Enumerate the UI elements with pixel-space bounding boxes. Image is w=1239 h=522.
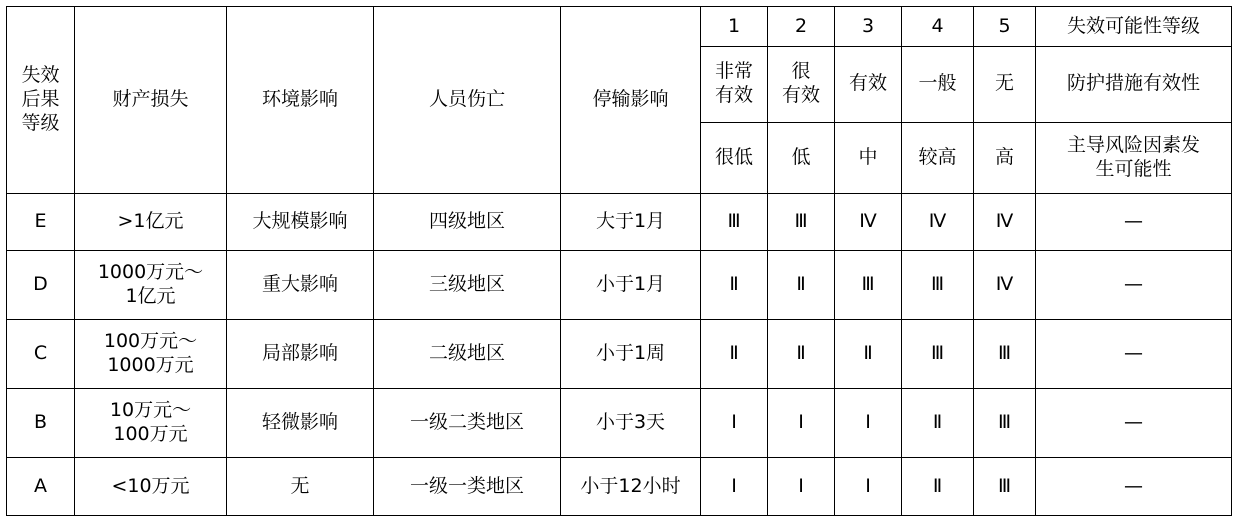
header-probability-1: 很低	[701, 122, 768, 193]
header-number-1: 1	[701, 7, 768, 47]
row-grade: B	[7, 389, 75, 458]
row-property-loss: 100万元～ 1000万元	[75, 320, 227, 389]
header-effectiveness-3: 有效	[835, 47, 902, 123]
row-casualty: 四级地区	[374, 193, 561, 251]
row-level-1: Ⅱ	[701, 320, 768, 389]
row-stop-transport: 小于1月	[561, 251, 701, 320]
row-casualty: 三级地区	[374, 251, 561, 320]
row-stop-transport: 大于1月	[561, 193, 701, 251]
row-grade: A	[7, 458, 75, 516]
row-stop-transport: 小于3天	[561, 389, 701, 458]
row-level-4: Ⅱ	[902, 389, 974, 458]
row-level-3: Ⅳ	[835, 193, 902, 251]
row-stop-transport: 小于12小时	[561, 458, 701, 516]
risk-matrix-table	[6, 6, 1232, 516]
header-environment-impact: 环境影响	[227, 7, 374, 194]
header-number-2: 2	[768, 7, 835, 47]
row-level-1: Ⅲ	[701, 193, 768, 251]
table-row	[7, 458, 1232, 516]
row-note: —	[1036, 458, 1232, 516]
row-note: —	[1036, 193, 1232, 251]
header-effectiveness-5: 无	[974, 47, 1036, 123]
row-level-2: Ⅱ	[768, 251, 835, 320]
row-level-2: Ⅲ	[768, 193, 835, 251]
row-environment: 大规模影响	[227, 193, 374, 251]
row-grade: C	[7, 320, 75, 389]
header-number-4: 4	[902, 7, 974, 47]
header-property-loss: 财产损失	[75, 7, 227, 194]
row-level-1: Ⅰ	[701, 458, 768, 516]
header-probability-2: 低	[768, 122, 835, 193]
row-level-1: Ⅰ	[701, 389, 768, 458]
row-grade: E	[7, 193, 75, 251]
header-protection-effectiveness: 防护措施有效性	[1036, 47, 1232, 123]
row-level-2: Ⅰ	[768, 458, 835, 516]
header-probability-3: 中	[835, 122, 902, 193]
row-note: —	[1036, 251, 1232, 320]
row-casualty: 一级一类地区	[374, 458, 561, 516]
header-stop-transport-impact: 停输影响	[561, 7, 701, 194]
row-level-3: Ⅰ	[835, 389, 902, 458]
row-level-5: Ⅲ	[974, 458, 1036, 516]
row-property-loss: 10万元～ 100万元	[75, 389, 227, 458]
header-effectiveness-4: 一般	[902, 47, 974, 123]
row-level-4: Ⅲ	[902, 251, 974, 320]
header-failure-consequence-grade: 失效 后果 等级	[7, 7, 75, 194]
row-level-3: Ⅰ	[835, 458, 902, 516]
row-stop-transport: 小于1周	[561, 320, 701, 389]
row-environment: 局部影响	[227, 320, 374, 389]
header-probability-4: 较高	[902, 122, 974, 193]
row-property-loss: >1亿元	[75, 193, 227, 251]
row-level-4: Ⅱ	[902, 458, 974, 516]
row-level-3: Ⅱ	[835, 320, 902, 389]
row-casualty: 一级二类地区	[374, 389, 561, 458]
row-property-loss: 1000万元～ 1亿元	[75, 251, 227, 320]
row-grade: D	[7, 251, 75, 320]
header-casualty: 人员伤亡	[374, 7, 561, 194]
row-casualty: 二级地区	[374, 320, 561, 389]
row-environment: 无	[227, 458, 374, 516]
row-environment: 重大影响	[227, 251, 374, 320]
row-level-3: Ⅲ	[835, 251, 902, 320]
row-level-2: Ⅰ	[768, 389, 835, 458]
table-row	[7, 193, 1232, 251]
table-row	[7, 389, 1232, 458]
header-number-5: 5	[974, 7, 1036, 47]
header-effectiveness-2: 很 有效	[768, 47, 835, 123]
row-level-2: Ⅱ	[768, 320, 835, 389]
row-environment: 轻微影响	[227, 389, 374, 458]
table-row	[7, 320, 1232, 389]
row-level-5: Ⅲ	[974, 389, 1036, 458]
row-level-5: Ⅳ	[974, 193, 1036, 251]
row-level-5: Ⅳ	[974, 251, 1036, 320]
row-note: —	[1036, 389, 1232, 458]
header-effectiveness-1: 非常 有效	[701, 47, 768, 123]
header-row-numbers	[7, 7, 1232, 47]
header-number-3: 3	[835, 7, 902, 47]
header-dominant-risk-probability: 主导风险因素发 生可能性	[1036, 122, 1232, 193]
row-level-1: Ⅱ	[701, 251, 768, 320]
header-likelihood-grade: 失效可能性等级	[1036, 7, 1232, 47]
row-level-4: Ⅳ	[902, 193, 974, 251]
row-note: —	[1036, 320, 1232, 389]
row-property-loss: <10万元	[75, 458, 227, 516]
row-level-4: Ⅲ	[902, 320, 974, 389]
table-row	[7, 251, 1232, 320]
header-probability-5: 高	[974, 122, 1036, 193]
row-level-5: Ⅲ	[974, 320, 1036, 389]
